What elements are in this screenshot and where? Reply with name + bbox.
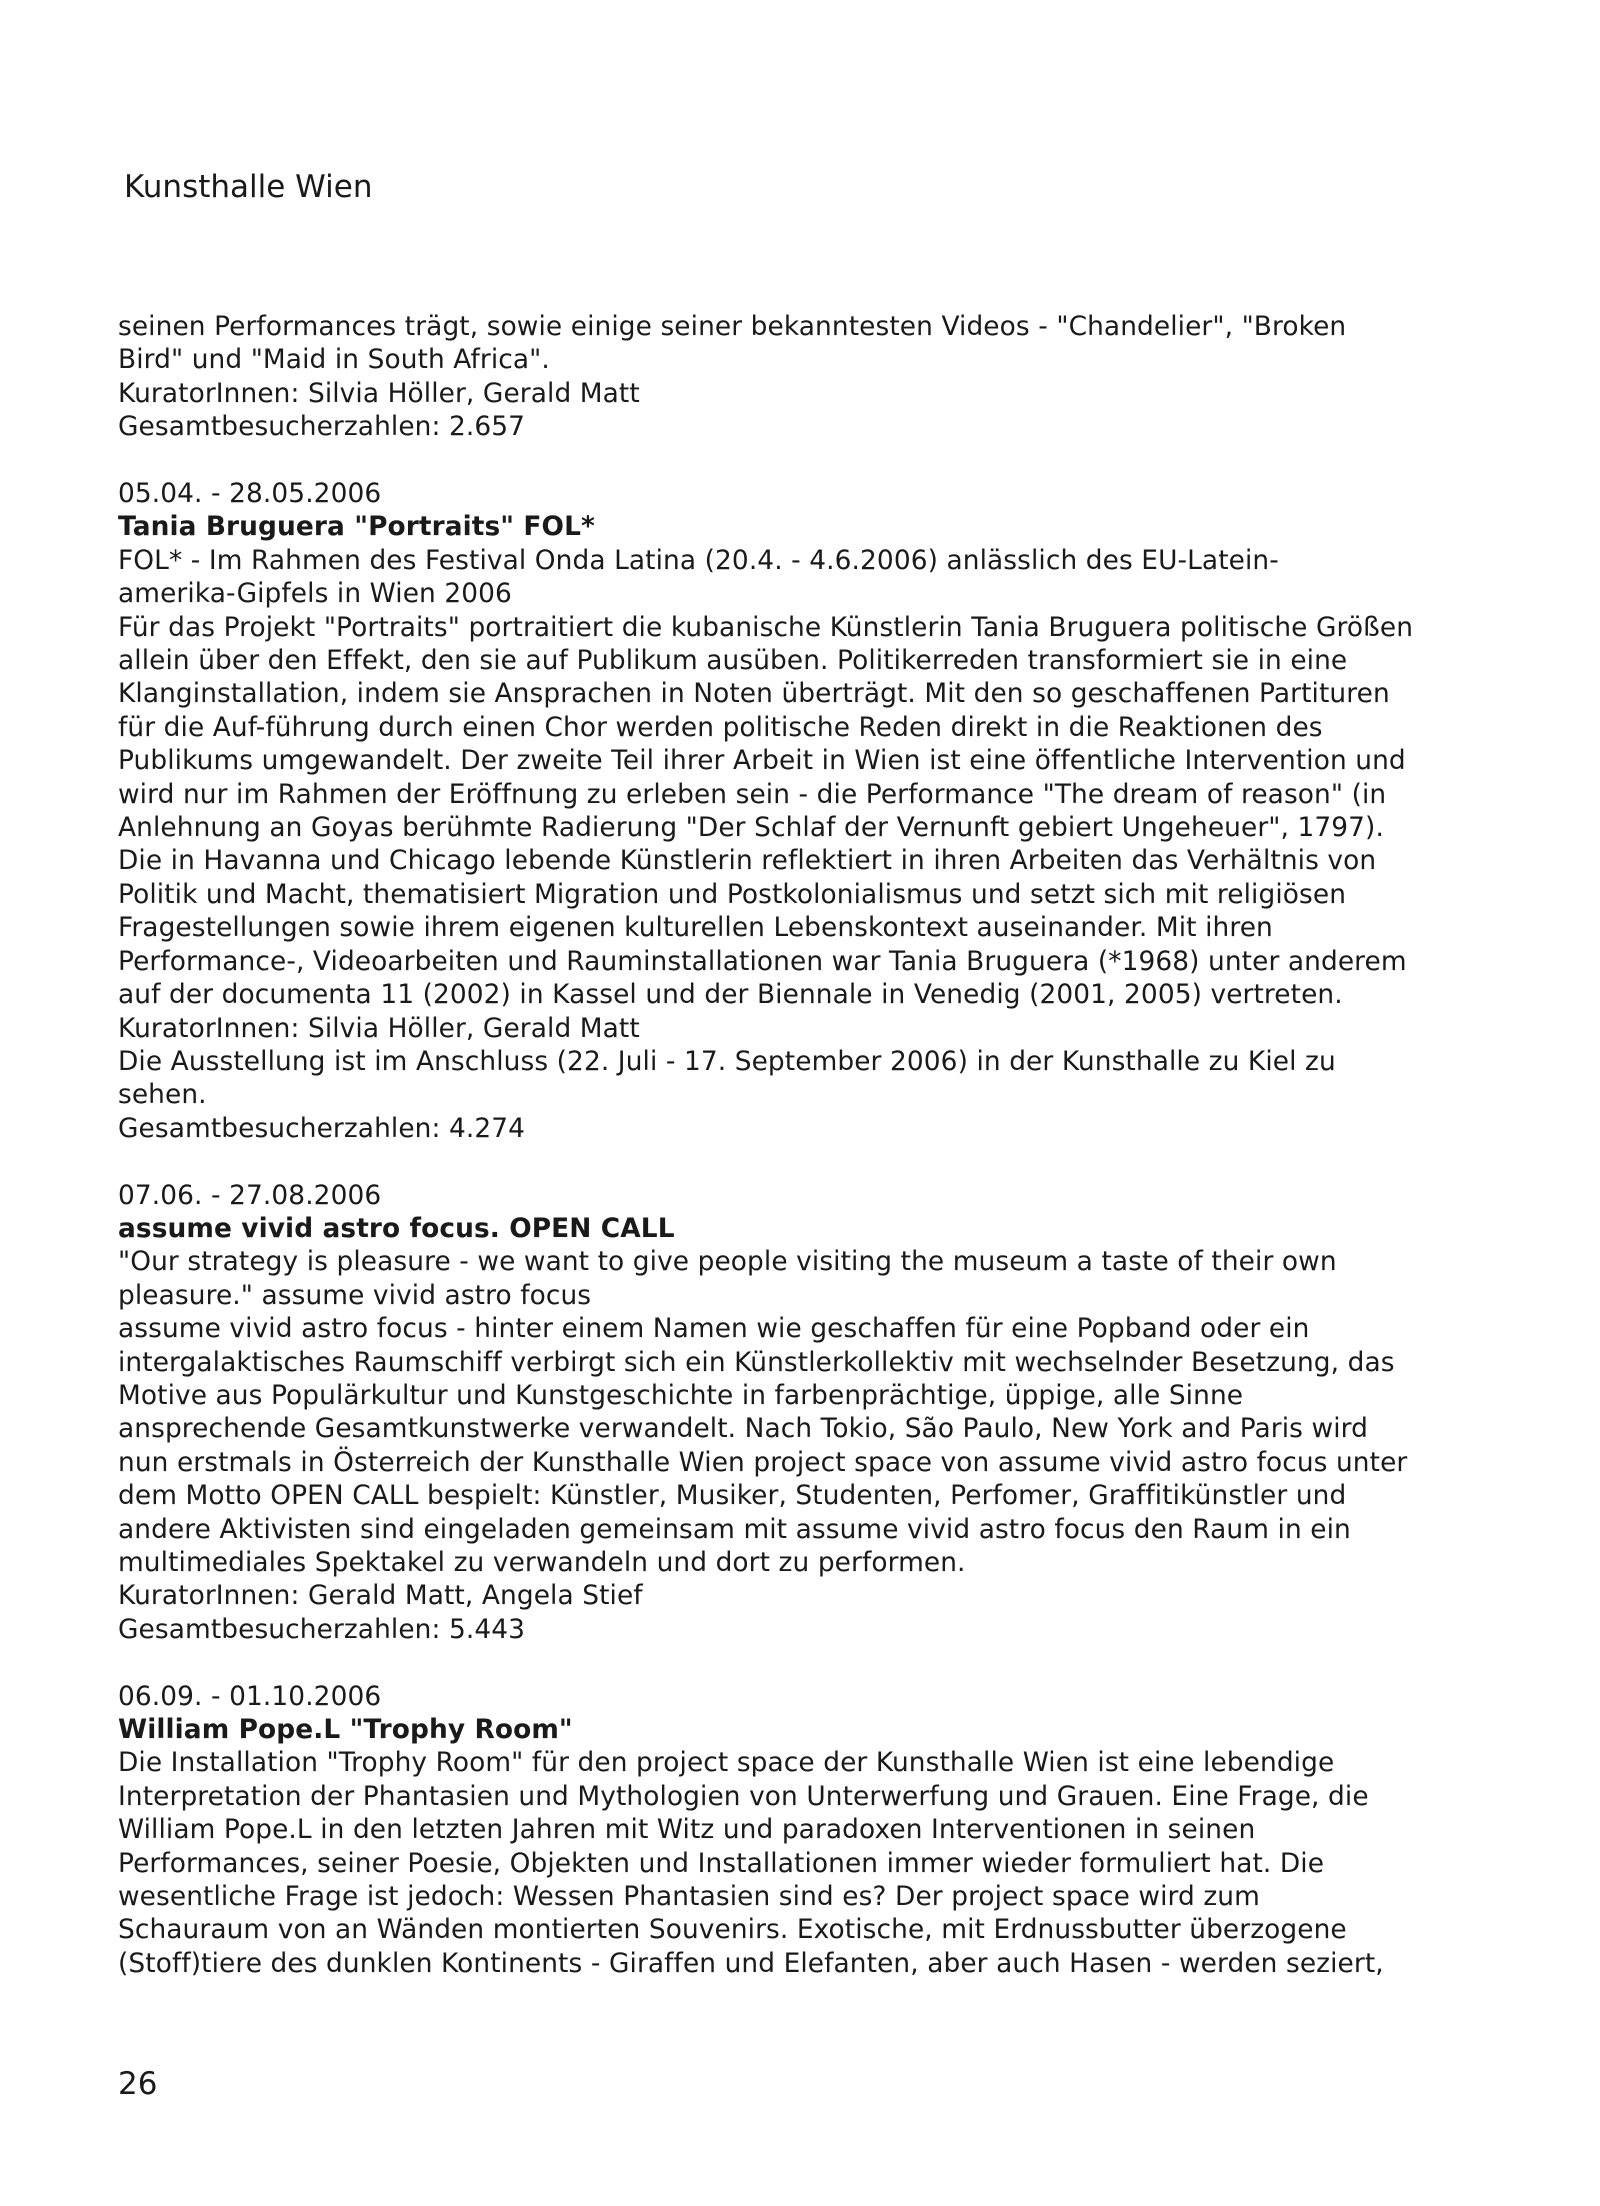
text-line: wesentliche Frage ist jedoch: Wessen Phantasien sind es? Der project space wird zum [118, 1881, 1260, 1913]
text-line: Fragestellungen sowie ihrem eigenen kulturellen Lebenskontext auseinander. Mit ihren [118, 912, 1273, 944]
text-line: amerika-Gipfels in Wien 2006 [118, 578, 512, 610]
text-line: auf der documenta 11 (2002) in Kassel und der Biennale in Venedig (2001, 2005) vertreten. [118, 979, 1343, 1011]
text-line: Für das Projekt "Portraits" portraitiert die kubanische Künstlerin Tania Bruguera politische Größen [118, 611, 1414, 643]
text-line: Gesamtbesucherzahlen: 5.443 [118, 1613, 526, 1645]
exhibition-date: 05.04. - 28.05.2006 [118, 478, 382, 510]
text-line: Bird" und "Maid in South Africa". [118, 344, 550, 376]
exhibition-title: Tania Bruguera "Portraits" FOL* [118, 511, 595, 543]
text-line: Politik und Macht, thematisiert Migration und Postkolonialismus und setzt sich mit religiösen [118, 878, 1347, 910]
text-line: ansprechende Gesamtkunstwerke verwandelt. Nach Tokio, São Paulo, New York and Paris wird [118, 1413, 1368, 1445]
document-body [118, 310, 1508, 1980]
text-line: Publikums umgewandelt. Der zweite Teil ihrer Arbeit in Wien ist eine öffentliche Intervention und [118, 745, 1406, 777]
text-line: pleasure." assume vivid astro focus [118, 1279, 592, 1311]
text-line: FOL* - Im Rahmen des Festival Onda Latina (20.4. - 4.6.2006) anlässlich des EU-Latein- [118, 544, 1279, 576]
text-line: Anlehnung an Goyas berühmte Radierung "Der Schlaf der Vernunft gebiert Ungeheuer", 1797). [118, 812, 1384, 844]
exhibition-entry-avaf [118, 1179, 1508, 1647]
text-line: nun erstmals in Österreich der Kunsthalle Wien project space von assume vivid astro focus unter [118, 1446, 1408, 1478]
exhibition-entry-bruguera [118, 477, 1508, 1145]
exhibition-title: William Pope.L "Trophy Room" [118, 1714, 573, 1746]
text-line: "Our strategy is pleasure - we want to give people visiting the museum a taste of their own [118, 1246, 1337, 1278]
text-line: sehen. [118, 1079, 207, 1111]
page-header: Kunsthalle Wien [124, 169, 373, 205]
text-line: assume vivid astro focus - hinter einem Namen wie geschaffen für eine Popband oder ein [118, 1313, 1310, 1345]
text-line: Die Installation "Trophy Room" für den project space der Kunsthalle Wien ist eine lebendige [118, 1747, 1335, 1779]
text-line: Gesamtbesucherzahlen: 4.274 [118, 1112, 526, 1144]
paragraph-gap [118, 1145, 1508, 1178]
exhibition-date: 07.06. - 27.08.2006 [118, 1179, 382, 1211]
exhibition-title: assume vivid astro focus. OPEN CALL [118, 1212, 675, 1244]
text-line: Die in Havanna und Chicago lebende Künstlerin reflektiert in ihren Arbeiten das Verhältnis von [118, 845, 1377, 877]
text-line: Interpretation der Phantasien und Mythologien von Unterwerfung und Grauen. Eine Frage, die [118, 1780, 1369, 1812]
text-line: William Pope.L in den letzten Jahren mit Witz und paradoxen Interventionen in seinen [118, 1814, 1256, 1846]
text-line: andere Aktivisten sind eingeladen gemeinsam mit assume vivid astro focus den Raum in ein [118, 1513, 1351, 1545]
intro-text [118, 310, 1508, 444]
text-line: Schauraum von an Wänden montierten Souvenirs. Exotische, mit Erdnussbutter überzogene [118, 1914, 1347, 1946]
text-line: intergalaktisches Raumschiff verbirgt sich ein Künstlerkollektiv mit wechselnder Besetzung, das [118, 1346, 1395, 1378]
text-line: Motive aus Populärkultur und Kunstgeschichte in farbenprächtige, üppige, alle Sinne [118, 1379, 1244, 1411]
text-line: Klanginstallation, indem sie Ansprachen in Noten überträgt. Mit den so geschaffenen Partituren [118, 678, 1390, 710]
text-line: Die Ausstellung ist im Anschluss (22. Juli - 17. September 2006) in der Kunsthalle zu Kiel zu [118, 1045, 1336, 1077]
text-line: für die Auf-führung durch einen Chor werden politische Reden direkt in die Reaktionen des [118, 711, 1323, 743]
text-line: (Stoff)tiere des dunklen Kontinents - Giraffen und Elefanten, aber auch Hasen - werden seziert, [118, 1947, 1384, 1979]
text-line: allein über den Effekt, den sie auf Publikum ausüben. Politikerreden transformiert sie in eine [118, 645, 1348, 677]
paragraph-gap [118, 1646, 1508, 1679]
text-line: wird nur im Rahmen der Eröffnung zu erleben sein - die Performance "The dream of reason" (in [118, 778, 1387, 810]
text-line: seinen Performances trägt, sowie einige seiner bekanntesten Videos - "Chandelier", "Broken [118, 311, 1347, 342]
page-number: 26 [118, 2066, 158, 2102]
text-line: KuratorInnen: Silvia Höller, Gerald Matt [118, 1012, 640, 1044]
text-line: Performance-, Videoarbeiten und Rauminstallationen war Tania Bruguera (*1968) unter anderem [118, 945, 1407, 977]
text-line: Gesamtbesucherzahlen: 2.657 [118, 411, 526, 443]
text-line: dem Motto OPEN CALL bespielt: Künstler, Musiker, Studenten, Perfomer, Graffitikünstler und [118, 1480, 1347, 1512]
paragraph-gap [118, 444, 1508, 477]
text-line: KuratorInnen: Gerald Matt, Angela Stief [118, 1580, 643, 1612]
text-line: KuratorInnen: Silvia Höller, Gerald Matt [118, 377, 640, 409]
text-line: multimediales Spektakel zu verwandeln und dort zu performen. [118, 1547, 966, 1578]
exhibition-date: 06.09. - 01.10.2006 [118, 1680, 382, 1712]
text-line: Performances, seiner Poesie, Objekten und Installationen immer wieder formuliert hat. Die [118, 1847, 1325, 1879]
exhibition-entry-pope-l [118, 1680, 1508, 1981]
